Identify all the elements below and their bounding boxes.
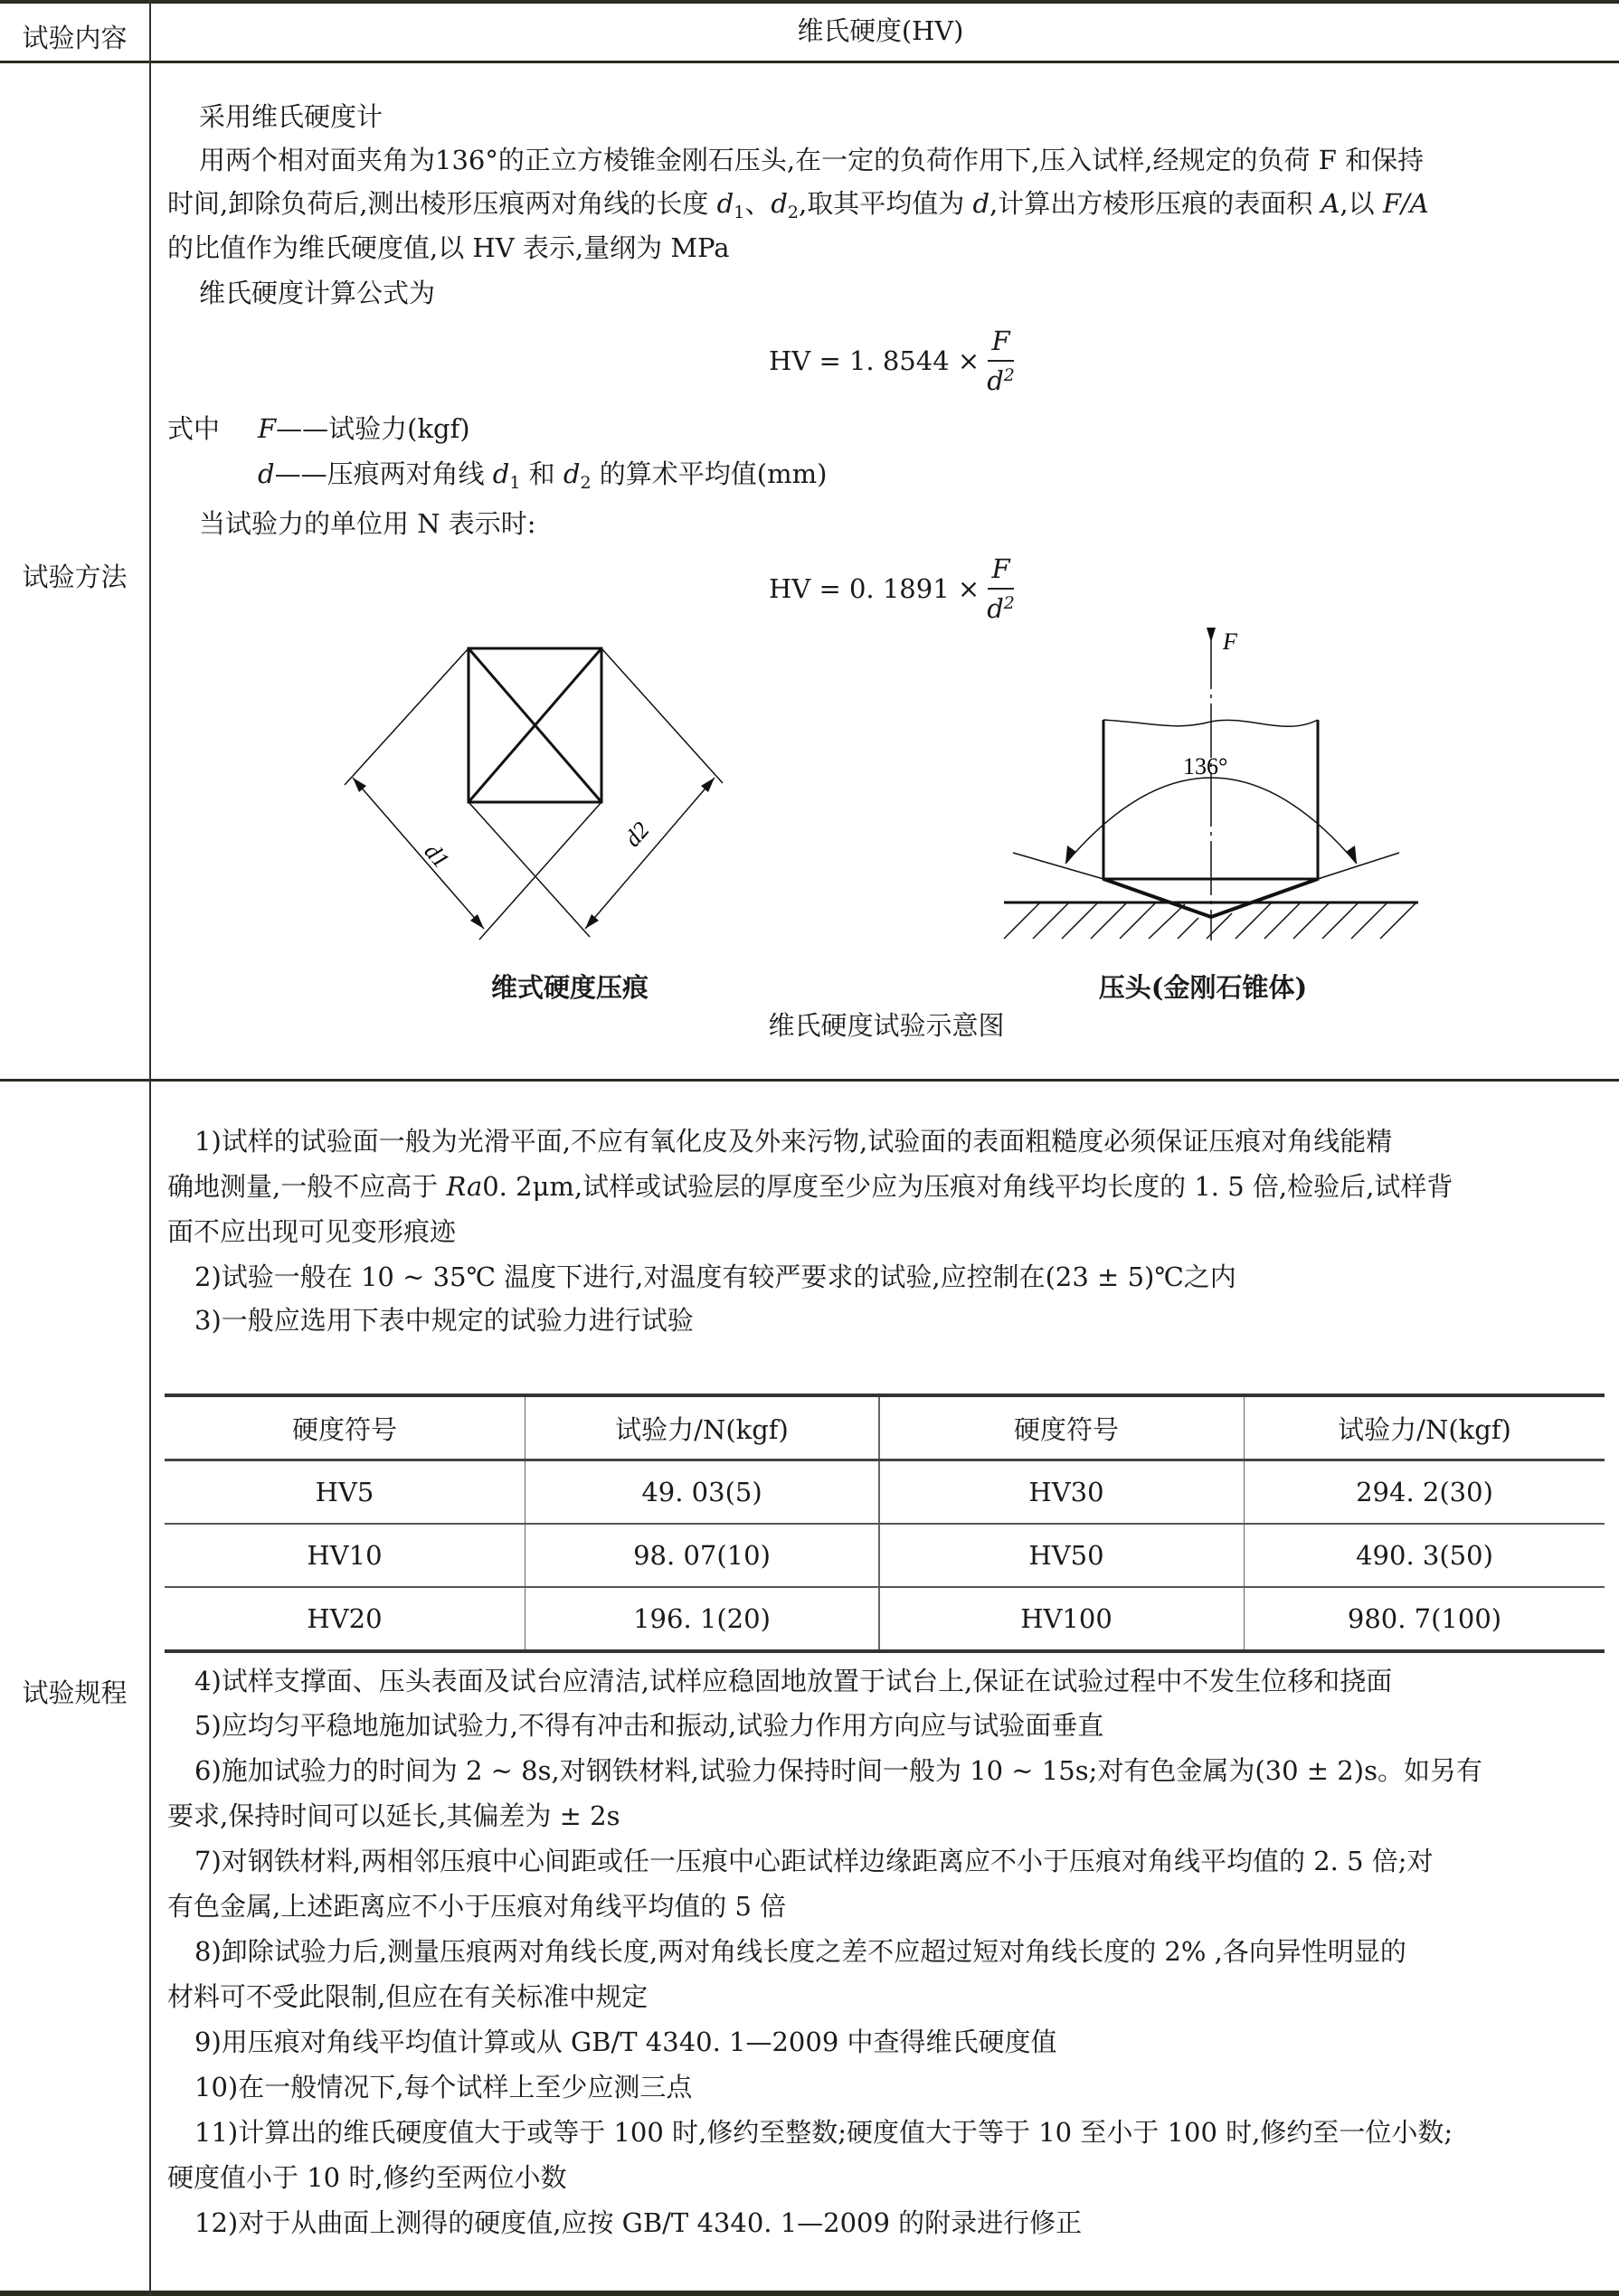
- table-cell: 196. 1(20): [525, 1587, 880, 1651]
- procedure-item-5: 5)应均匀平稳地施加试验力,不得有冲击和振动,试验力作用方向应与试验面垂直: [194, 1710, 1104, 1741]
- table-cell: 980. 7(100): [1245, 1587, 1605, 1651]
- section-rule: [0, 1079, 1619, 1082]
- d1-label: d1: [419, 837, 455, 874]
- extension-line: [345, 648, 469, 785]
- table-header: 试验力/N(kgf): [1245, 1395, 1605, 1460]
- arrowhead: [701, 778, 715, 792]
- indentation-caption: 维式硬度压痕: [490, 972, 649, 1003]
- table-row: [165, 1524, 1605, 1587]
- table-cell: HV30: [889, 1460, 1245, 1525]
- procedure-item-9: 9)用压痕对角线平均值计算或从 GB/T 4340. 1—2009 中查得维氏硬度值: [194, 2027, 1057, 2057]
- arrowhead: [1346, 846, 1357, 864]
- test-force-table: [165, 1394, 1605, 1653]
- figure-caption: 维氏硬度试验示意图: [768, 1010, 1005, 1041]
- procedure-item-6-line-2: 要求,保持时间可以延长,其偏差为 ± 2s: [167, 1800, 620, 1831]
- procedure-item-10: 10)在一般情况下,每个试样上至少应测三点: [194, 2072, 693, 2102]
- procedure-item-7-line-1: 7)对钢铁材料,两相邻压痕中心间距或任一压痕中心距试样边缘距离应不小于压痕对角线平均值的 2. 5 倍;对: [194, 1846, 1434, 1876]
- n-unit-line: 当试验力的单位用 N 表示时:: [199, 508, 536, 539]
- angle-label: 136°: [1183, 753, 1228, 780]
- procedure-label: 试验规程: [22, 1677, 128, 1708]
- table-row: [165, 1460, 1605, 1525]
- table-cell: HV50: [889, 1524, 1245, 1587]
- procedure-item-3: 3)一般应选用下表中规定的试验力进行试验: [194, 1305, 694, 1336]
- bottom-rule: [0, 2291, 1619, 2296]
- procedure-item-4: 4)试样支撑面、压头表面及试台应清洁,试样应稳固地放置于试台上,保证在试验过程中不发生位移和挠面: [194, 1666, 1393, 1696]
- procedure-item-11-line-2: 硬度值小于 10 时,修约至两位小数: [167, 2162, 567, 2193]
- table-cell: HV100: [889, 1587, 1245, 1651]
- procedure-item-6-line-1: 6)施加试验力的时间为 2 ~ 8s,对钢铁材料,试验力保持时间一般为 10 ~ 15s;对有色金属为(30 ± 2)s。如另有: [194, 1755, 1482, 1786]
- table-cell: HV10: [165, 1524, 525, 1587]
- method-line-4: 的比值作为维氏硬度值,以 HV 表示,量纲为 MPa: [167, 232, 730, 263]
- header-col-label: 试验内容: [22, 23, 128, 53]
- indenter-caption: 压头(金刚石锥体): [1098, 972, 1308, 1003]
- force-label: F: [1223, 628, 1237, 655]
- procedure-item-2: 2)试验一般在 10 ~ 35℃ 温度下进行,对温度有较严要求的试验,应控制在(23 ± 5)℃之内: [194, 1261, 1236, 1292]
- header-title: 维氏硬度(HV): [797, 15, 964, 46]
- method-line-3: 时间,卸除负荷后,测出棱形压痕两对角线的长度 $d_1$、$d_2$,取其平均值为 d,计算出方棱形压痕的表面积 A,以 F/A: [167, 188, 1429, 222]
- face-extension: [1318, 853, 1399, 879]
- procedure-item-8-line-1: 8)卸除试验力后,测量压痕两对角线长度,两对角线长度之差不应超过短对角线长度的 2% ,各向异性明显的: [194, 1936, 1406, 1967]
- header-rule: [0, 61, 1619, 63]
- method-line-5: 维氏硬度计算公式为: [199, 278, 436, 308]
- method-line-2: 用两个相对面夹角为136°的正立方棱锥金刚石压头,在一定的负荷作用下,压入试样,经规定的负荷 F 和保持: [199, 145, 1425, 175]
- procedure-item-12: 12)对于从曲面上测得的硬度值,应按 GB/T 4340. 1—2009 的附录进行修正: [194, 2207, 1083, 2238]
- table-cell: 98. 07(10): [525, 1524, 880, 1587]
- procedure-item-8-line-2: 材料可不受此限制,但应在有关标准中规定: [167, 1981, 649, 2012]
- where-F: F——试验力(kgf): [258, 413, 470, 444]
- table-cell: HV5: [165, 1460, 525, 1525]
- extension-line: [601, 648, 723, 783]
- extension-line: [469, 802, 590, 937]
- face-extension: [1013, 853, 1103, 879]
- table-header: 硬度符号: [165, 1395, 525, 1460]
- table-cell: 49. 03(5): [525, 1460, 880, 1525]
- extension-line: [479, 802, 601, 940]
- table-cell: 294. 2(30): [1245, 1460, 1605, 1525]
- force-arrow: [1207, 628, 1216, 642]
- arrowhead: [1065, 846, 1076, 864]
- formula-kgf: HV = 1. 8544 × $\frac{F}{d^2}$: [769, 326, 1015, 396]
- where-label: 式中: [167, 413, 221, 444]
- indentation-diagram: [317, 615, 751, 959]
- d2-label: d2: [619, 817, 655, 852]
- procedure-item-1-line-1: 1)试样的试验面一般为光滑平面,不应有氧化皮及外来污物,试验面的表面粗糙度必须保证压痕对角线能精: [194, 1126, 1393, 1157]
- hatching: [1004, 902, 1416, 939]
- procedure-item-7-line-2: 有色金属,上述距离应不小于压痕对角线平均值的 5 倍: [167, 1891, 787, 1922]
- procedure-item-11-line-1: 11)计算出的维氏硬度值大于或等于 100 时,修约至整数;硬度值大于等于 10 至小于 100 时,修约至一位小数;: [194, 2117, 1453, 2148]
- method-line-1: 采用维氏硬度计: [199, 101, 383, 132]
- table-row: [165, 1587, 1605, 1651]
- table-header-row: [165, 1395, 1605, 1460]
- table-header: 试验力/N(kgf): [525, 1395, 880, 1460]
- method-label: 试验方法: [22, 562, 128, 592]
- top-rule: [0, 0, 1619, 4]
- procedure-item-1-line-2: 确地测量,一般不应高于 Ra0. 2μm,试样或试验层的厚度至少应为压痕对角线平均长度的 1. 5 倍,检验后,试样背: [167, 1171, 1453, 1202]
- d1-dimension-line: [353, 778, 484, 929]
- arrowhead: [585, 914, 599, 929]
- column-divider: [149, 0, 151, 2296]
- table-cell: HV20: [165, 1587, 525, 1651]
- indenter-diagram: [995, 624, 1429, 940]
- where-d: d——压痕两对角线 $d_1$ 和 $d_2$ 的算术平均值(mm): [258, 458, 828, 493]
- table-cell: 490. 3(50): [1245, 1524, 1605, 1587]
- procedure-item-1-line-3: 面不应出现可见变形痕迹: [167, 1216, 457, 1247]
- table-header: 硬度符号: [889, 1395, 1245, 1460]
- formula-newton: HV = 0. 1891 × $\frac{F}{d^2}$: [769, 553, 1015, 624]
- d2-dimension-line: [585, 778, 715, 929]
